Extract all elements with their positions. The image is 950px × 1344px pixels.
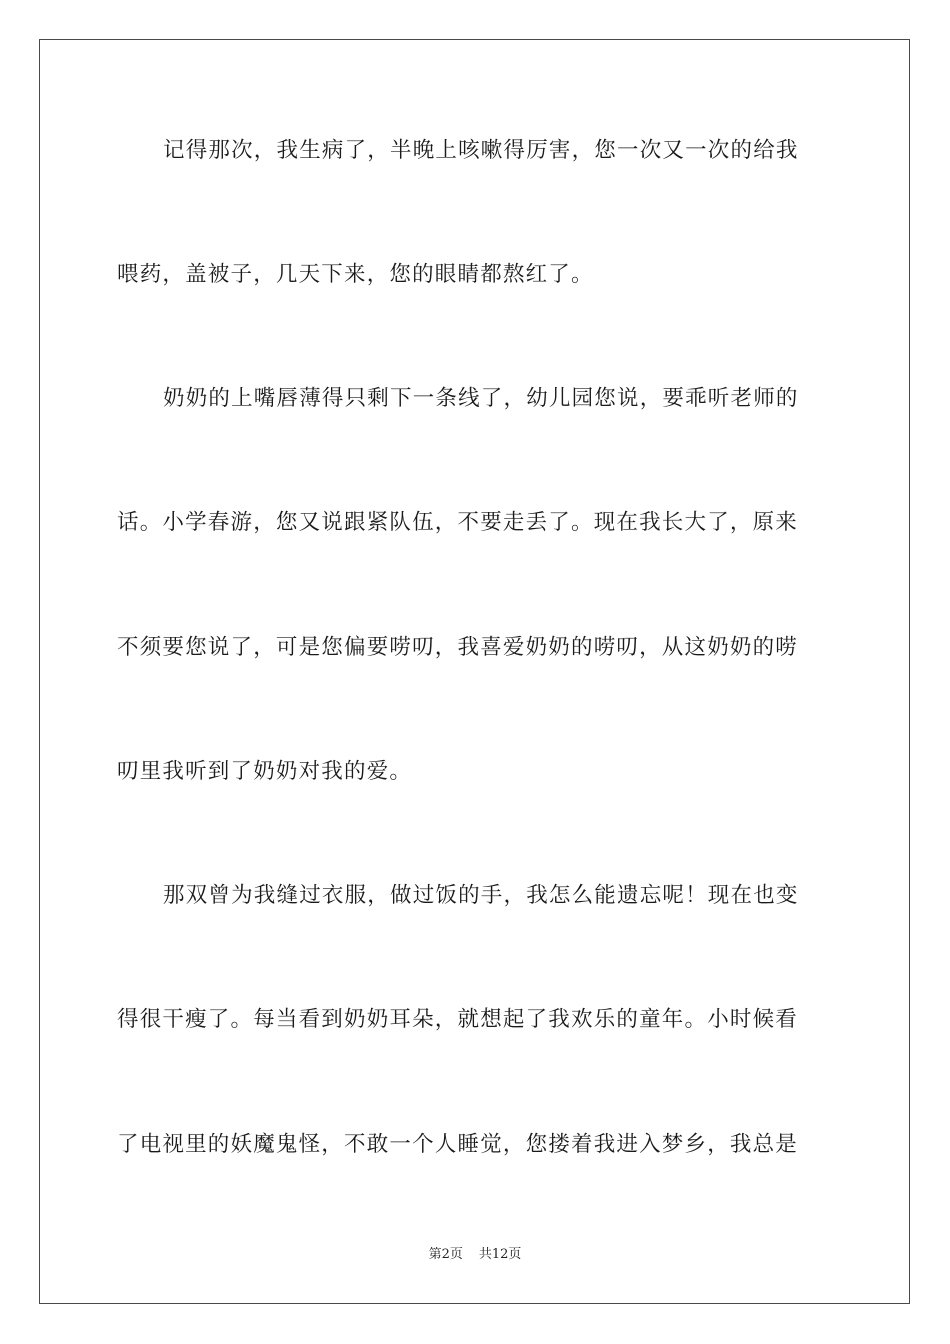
paragraph-3-line-3: 了电视里的妖魔鬼怪，不敢一个人睡觉，您搂着我进入梦乡，我总是	[117, 1132, 799, 1157]
paragraph-2-line-4: 叨里我听到了奶奶对我的爱。	[117, 759, 413, 784]
page-total: 共12页	[478, 1247, 522, 1262]
paragraph-1-line-1: 记得那次，我生病了，半晚上咳嗽得厉害，您一次又一次的给我	[163, 138, 799, 163]
page-border	[39, 39, 910, 1304]
paragraph-2-line-3: 不须要您说了，可是您偏要唠叨，我喜爱奶奶的唠叨，从这奶奶的唠	[117, 635, 799, 660]
paragraph-2-line-1: 奶奶的上嘴唇薄得只剩下一条线了，幼儿园您说，要乖听老师的	[163, 386, 799, 411]
page-number: 第2页	[428, 1247, 463, 1262]
paragraph-3-line-2: 得很干瘦了。每当看到奶奶耳朵，就想起了我欢乐的童年。小时候看	[117, 1007, 799, 1032]
paragraph-1-line-2: 喂药，盖被子，几天下来，您的眼睛都熬红了。	[117, 262, 594, 287]
paragraph-3-line-1: 那双曾为我缝过衣服，做过饭的手，我怎么能遗忘呢！现在也变	[163, 883, 799, 908]
page-footer	[0, 1246, 950, 1264]
paragraph-2-line-2: 话。小学春游，您又说跟紧队伍，不要走丢了。现在我长大了，原来	[117, 510, 799, 535]
